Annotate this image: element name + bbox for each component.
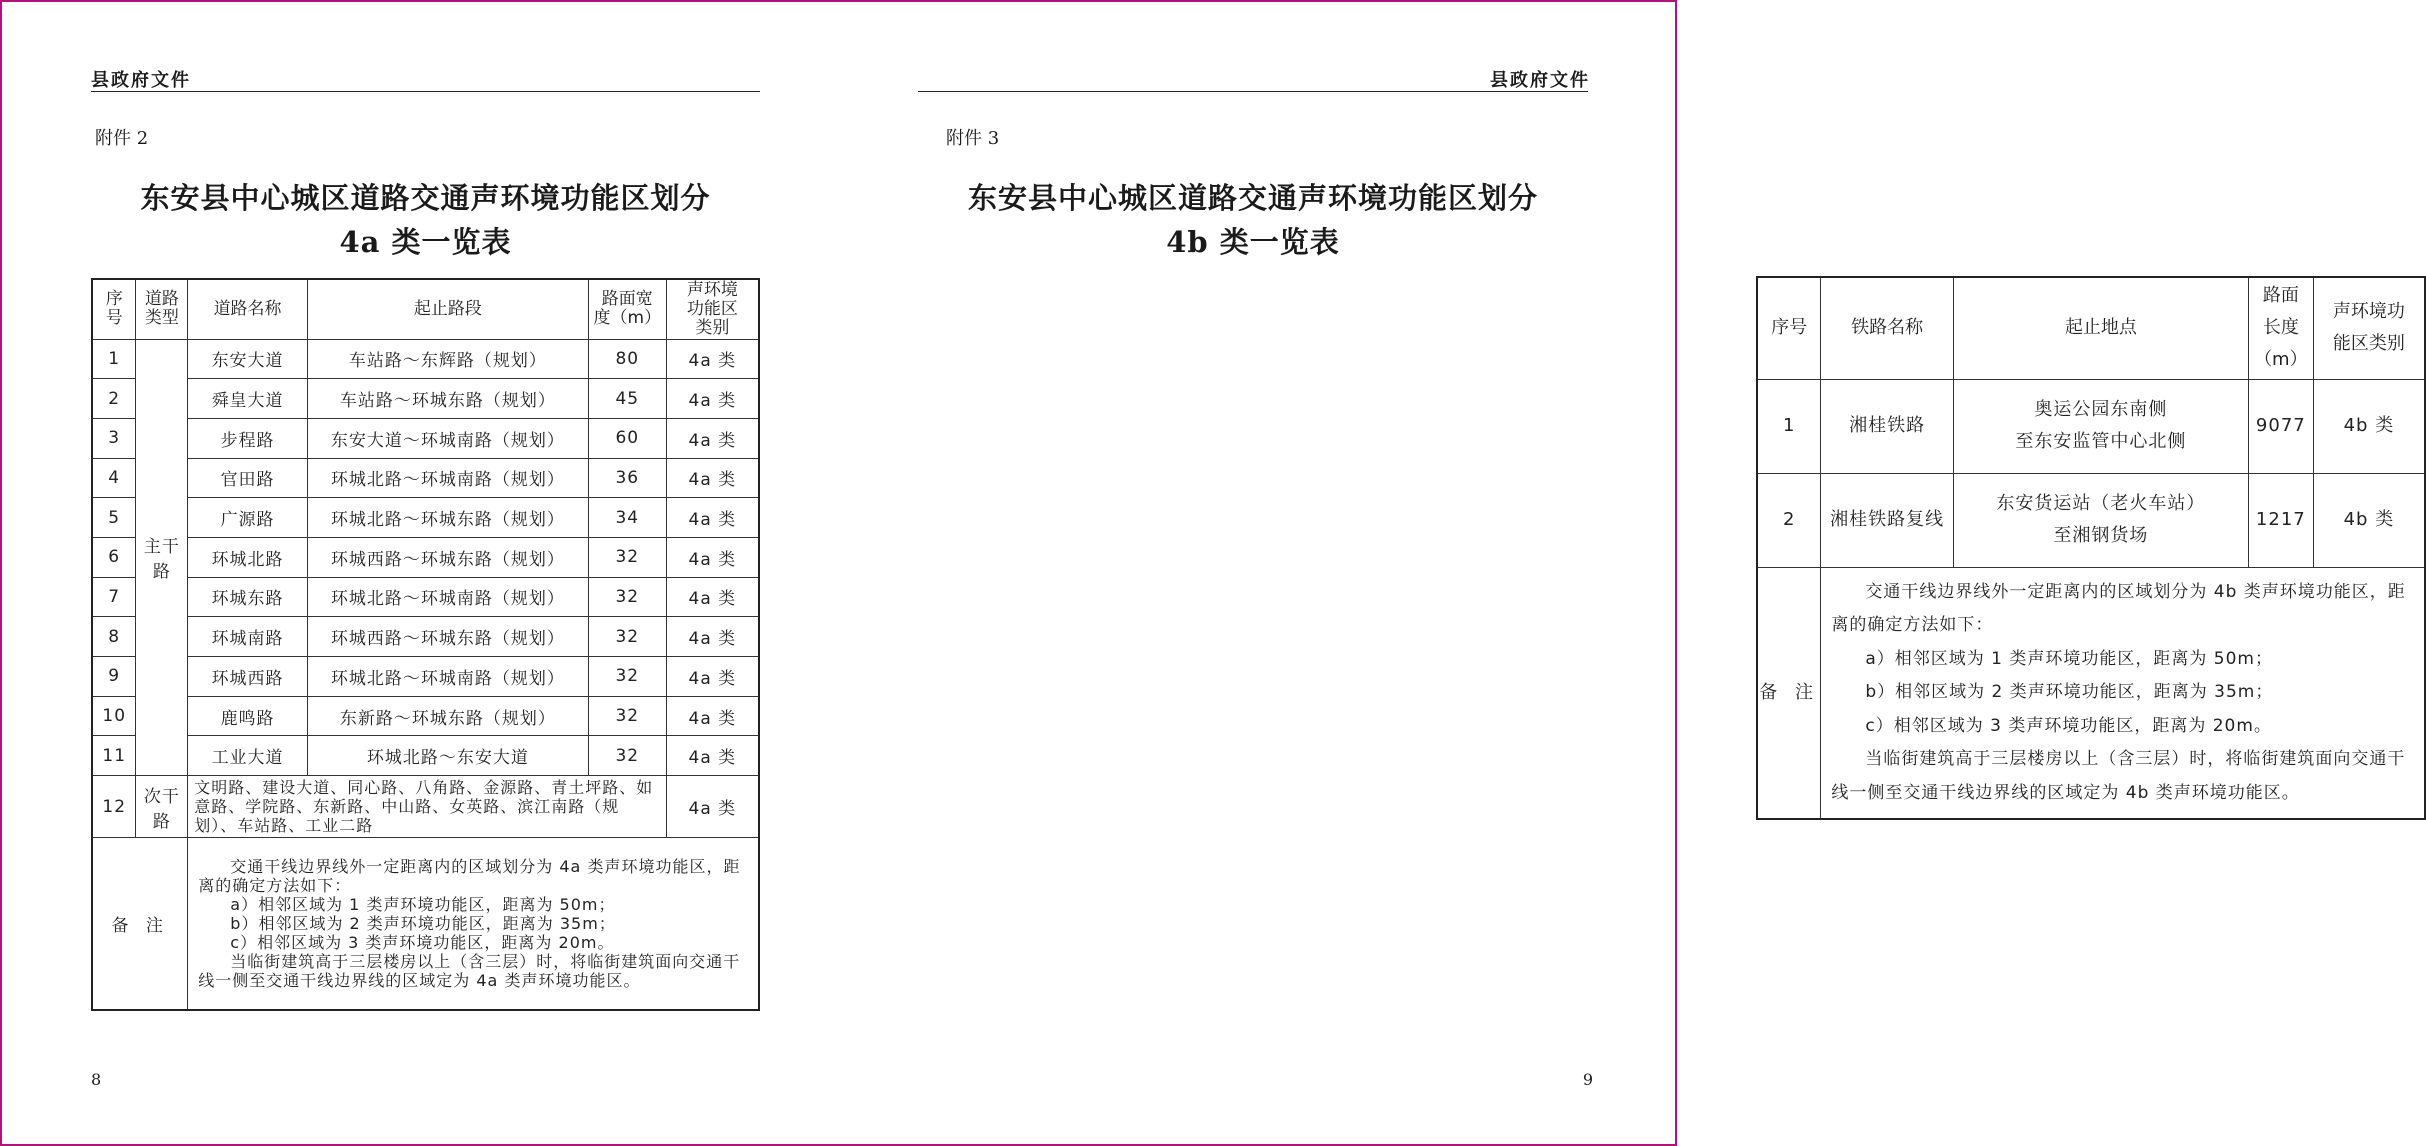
page-number: 9 bbox=[1582, 1070, 1593, 1089]
attachment-label: 附件 3 bbox=[946, 128, 1000, 149]
table-row: 10 鹿鸣路 东新路～环城东路（规划） 32 4a 类 bbox=[92, 696, 759, 736]
running-head: 县政府文件 bbox=[91, 70, 191, 91]
note-content: 交通干线边界线外一定距离内的区域划分为 4b 类声环境功能区，距离的确定方法如下： a）相邻区域为 1 类声环境功能区，距离为 50m； b）相邻区域为 2 类声环境功能区，距离为 35m； c）相邻区域为 3 类声环境功能区，距离为 20m。 当临街建筑高于三层楼房以上（含三层）时，将临街建筑面向交通干线一侧至交通干线边界线的区域定为 4b 类声环境功能区。 bbox=[1821, 567, 2425, 819]
title-line-1: 东安县中心城区道路交通声环境功能区划分 bbox=[967, 181, 1538, 215]
table-header-row bbox=[1757, 277, 2425, 379]
railway-4b-table bbox=[1756, 276, 2426, 820]
table-row: 1 主干 路 东安大道 车站路～东辉路（规划） 80 4a 类 bbox=[92, 339, 759, 379]
table-row: 7 环城东路 环城北路～环城南路（规划） 32 4a 类 bbox=[92, 577, 759, 617]
table-row: 1 湘桂铁路 奥运公园东南侧 至东安监管中心北侧 9077 4b 类 bbox=[1757, 379, 2425, 473]
header-location: 起止地点 bbox=[1953, 277, 2248, 379]
table-row: 6 环城北路 环城西路～环城东路（规划） 32 4a 类 bbox=[92, 537, 759, 577]
table-row: 9 环城西路 环城北路～环城南路（规划） 32 4a 类 bbox=[92, 657, 759, 697]
title-line-2: 4b 类一览表 bbox=[1166, 225, 1340, 259]
table-row-secondary: 12 次干 路 文明路、建设大道、同心路、八角路、金源路、青土坪路、如意路、学院路、东新路、中山路、女英路、滨江南路（规划）、车站路、工业二路 4a 类 bbox=[92, 776, 759, 838]
road-type-main: 主干 路 bbox=[136, 339, 188, 776]
left-page bbox=[0, 0, 838, 1146]
document-title bbox=[918, 176, 1588, 264]
note-label: 备 注 bbox=[92, 838, 188, 1010]
table-row: 2 湘桂铁路复线 东安货运站（老火车站） 至湘钢货场 1217 4b 类 bbox=[1757, 473, 2425, 567]
header-rule bbox=[918, 91, 1588, 92]
secondary-roads-list: 文明路、建设大道、同心路、八角路、金源路、青土坪路、如意路、学院路、东新路、中山路、女英路、滨江南路（规划）、车站路、工业二路 bbox=[188, 776, 666, 838]
note-row bbox=[1757, 567, 2425, 819]
table-row: 5 广源路 环城北路～环城东路（规划） 34 4a 类 bbox=[92, 498, 759, 538]
running-head: 县政府文件 bbox=[1490, 70, 1590, 91]
note-content: 交通干线边界线外一定距离内的区域划分为 4a 类声环境功能区，距离的确定方法如下： a）相邻区域为 1 类声环境功能区，距离为 50m； b）相邻区域为 2 类声环境功能区，距离为 35m； c）相邻区域为 3 类声环境功能区，距离为 20m。 当临街建筑高于三层楼房以上（含三层）时，将临街建筑面向交通干线一侧至交通干线边界线的区域定为 4a 类声环境功能区。 bbox=[188, 838, 759, 1010]
table-row: 4 官田路 环城北路～环城南路（规划） 36 4a 类 bbox=[92, 458, 759, 498]
table-row: 2 舜皇大道 车站路～环城东路（规划） 45 4a 类 bbox=[92, 379, 759, 419]
header-zone: 声环境 功能区 类别 bbox=[666, 279, 759, 339]
title-line-1: 东安县中心城区道路交通声环境功能区划分 bbox=[140, 181, 711, 215]
note-row bbox=[92, 838, 759, 1010]
header-width: 路面宽 度（m） bbox=[588, 279, 666, 339]
header-segment: 起止路段 bbox=[307, 279, 588, 339]
table-row: 11 工业大道 环城北路～东安大道 32 4a 类 bbox=[92, 736, 759, 776]
header-road-type: 道路 类型 bbox=[136, 279, 188, 339]
document-title bbox=[91, 176, 760, 264]
page-number: 8 bbox=[91, 1070, 102, 1089]
header-no: 序 号 bbox=[92, 279, 136, 339]
title-line-2: 4a 类一览表 bbox=[339, 225, 512, 259]
table-row: 8 环城南路 环城西路～环城东路（规划） 32 4a 类 bbox=[92, 617, 759, 657]
table-header-row bbox=[92, 279, 759, 339]
road-type-secondary: 次干 路 bbox=[136, 776, 188, 838]
header-length: 路面 长度 （m） bbox=[2248, 277, 2313, 379]
header-no: 序号 bbox=[1757, 277, 1821, 379]
road-4a-table bbox=[91, 278, 760, 1011]
header-railway-name: 铁路名称 bbox=[1821, 277, 1954, 379]
attachment-label: 附件 2 bbox=[95, 128, 149, 149]
header-zone: 声环境功 能区类别 bbox=[2313, 277, 2425, 379]
header-road-name: 道路名称 bbox=[188, 279, 308, 339]
header-rule bbox=[91, 91, 760, 92]
right-page bbox=[838, 0, 2406, 1146]
note-label: 备 注 bbox=[1757, 567, 1821, 819]
table-row: 3 步程路 东安大道～环城南路（规划） 60 4a 类 bbox=[92, 418, 759, 458]
